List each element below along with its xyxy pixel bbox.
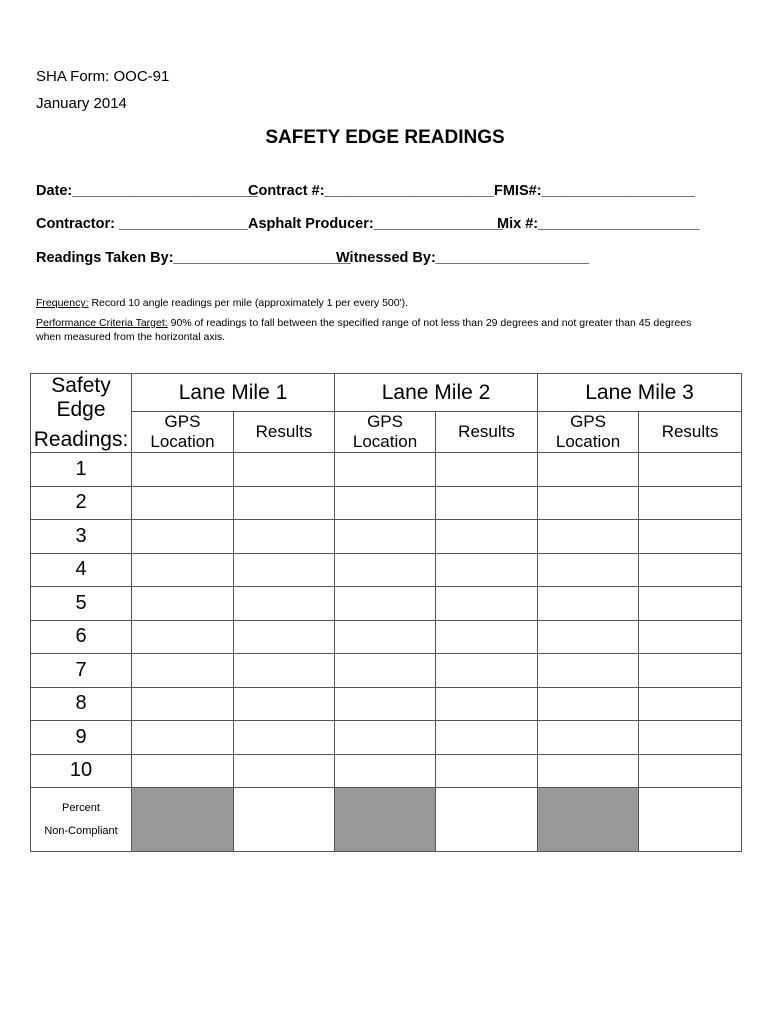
results-cell[interactable] — [436, 486, 538, 520]
gps-location-cell[interactable] — [335, 687, 436, 721]
lane-mile-3-header: Lane Mile 3 — [538, 374, 742, 412]
results-cell[interactable] — [436, 754, 538, 788]
results-cell[interactable] — [234, 754, 335, 788]
gps-location-header: GPS Location — [538, 412, 639, 453]
results-cell[interactable] — [436, 788, 538, 852]
gps-location-cell[interactable] — [132, 520, 234, 554]
results-header: Results — [639, 412, 742, 453]
form-date: January 2014 — [36, 95, 127, 112]
results-cell[interactable] — [234, 553, 335, 587]
criteria-note — [36, 316, 716, 344]
readings-table — [30, 373, 742, 852]
results-cell[interactable] — [436, 587, 538, 621]
gps-location-cell[interactable] — [132, 587, 234, 621]
table-row — [31, 453, 742, 487]
results-cell[interactable] — [639, 520, 742, 554]
lane-mile-2-header: Lane Mile 2 — [335, 374, 538, 412]
gps-location-cell[interactable] — [538, 453, 639, 487]
gps-location-cell[interactable] — [538, 721, 639, 755]
results-cell[interactable] — [639, 486, 742, 520]
row-number: 3 — [31, 520, 132, 554]
witnessed-by-field[interactable]: Witnessed By:___________________ — [336, 250, 589, 266]
table-subheader-row — [31, 412, 742, 453]
gps-location-cell[interactable] — [335, 453, 436, 487]
gps-location-cell[interactable] — [132, 620, 234, 654]
results-cell[interactable] — [234, 587, 335, 621]
results-cell[interactable] — [234, 486, 335, 520]
results-cell[interactable] — [639, 654, 742, 688]
results-cell[interactable] — [234, 453, 335, 487]
results-header: Results — [436, 412, 538, 453]
date-field[interactable]: Date:_______________________ — [36, 183, 258, 199]
gps-location-cell[interactable] — [538, 587, 639, 621]
results-cell[interactable] — [639, 453, 742, 487]
form-id: SHA Form: OOC-91 — [36, 68, 170, 85]
fmis-field[interactable]: FMIS#:___________________ — [494, 183, 695, 199]
table-header-row — [31, 374, 742, 412]
gps-location-header: GPS Location — [335, 412, 436, 453]
row-number: 10 — [31, 754, 132, 788]
percent-non-compliant-label: Percent Non-Compliant — [31, 788, 132, 852]
gps-location-cell[interactable] — [538, 520, 639, 554]
row-number: 5 — [31, 587, 132, 621]
criteria-text: 90% of readings to fall between the specified range of not less than 29 degrees and not greater than 45 degrees when measured from the horizontal axis. — [36, 317, 692, 343]
gps-location-cell[interactable] — [538, 654, 639, 688]
results-cell[interactable] — [234, 620, 335, 654]
results-cell[interactable] — [436, 721, 538, 755]
row-number: 1 — [31, 453, 132, 487]
page-title: SAFETY EDGE READINGS — [265, 127, 505, 148]
mix-field[interactable]: Mix #:____________________ — [497, 216, 700, 232]
gps-location-cell[interactable] — [132, 486, 234, 520]
gps-location-cell[interactable] — [538, 754, 639, 788]
gps-location-cell[interactable] — [132, 654, 234, 688]
frequency-label: Frequency: — [36, 297, 89, 309]
gps-location-cell[interactable] — [335, 721, 436, 755]
frequency-text: Record 10 angle readings per mile (approximately 1 per every 500'). — [88, 297, 409, 309]
gps-location-cell[interactable] — [132, 721, 234, 755]
corner-header: Safety Edge Readings: — [31, 374, 132, 453]
gps-location-cell[interactable] — [335, 587, 436, 621]
results-cell[interactable] — [436, 553, 538, 587]
results-cell[interactable] — [436, 687, 538, 721]
results-cell[interactable] — [436, 453, 538, 487]
table-row — [31, 654, 742, 688]
results-cell[interactable] — [436, 620, 538, 654]
row-number: 6 — [31, 620, 132, 654]
percent-non-compliant-row — [31, 788, 742, 852]
results-cell[interactable] — [639, 754, 742, 788]
gps-location-cell[interactable] — [335, 620, 436, 654]
frequency-note — [36, 296, 716, 310]
results-cell[interactable] — [639, 721, 742, 755]
table-row — [31, 721, 742, 755]
table-row — [31, 687, 742, 721]
results-header: Results — [234, 412, 335, 453]
gps-location-cell[interactable] — [538, 486, 639, 520]
gray-cell — [132, 788, 234, 852]
results-cell[interactable] — [234, 520, 335, 554]
gps-location-cell[interactable] — [132, 687, 234, 721]
table-row — [31, 553, 742, 587]
row-number: 4 — [31, 553, 132, 587]
results-cell[interactable] — [234, 788, 335, 852]
gps-location-cell[interactable] — [132, 453, 234, 487]
readings-taken-by-field[interactable]: Readings Taken By:______________________ — [36, 250, 351, 266]
gps-location-header: GPS Location — [132, 412, 234, 453]
table-row — [31, 754, 742, 788]
results-cell[interactable] — [639, 553, 742, 587]
row-number: 2 — [31, 486, 132, 520]
gps-location-cell[interactable] — [132, 553, 234, 587]
gps-location-cell[interactable] — [538, 553, 639, 587]
table-row — [31, 520, 742, 554]
row-number: 9 — [31, 721, 132, 755]
results-cell[interactable] — [234, 654, 335, 688]
gps-location-cell[interactable] — [335, 520, 436, 554]
gps-location-cell[interactable] — [538, 687, 639, 721]
gray-cell — [538, 788, 639, 852]
contractor-field[interactable]: Contractor: ________________ — [36, 216, 248, 232]
results-cell[interactable] — [436, 520, 538, 554]
gps-location-cell[interactable] — [132, 754, 234, 788]
gray-cell — [335, 788, 436, 852]
results-cell[interactable] — [639, 687, 742, 721]
gps-location-cell[interactable] — [335, 486, 436, 520]
criteria-label: Performance Criteria Target: — [36, 317, 168, 329]
gps-location-cell[interactable] — [538, 620, 639, 654]
gps-location-cell[interactable] — [335, 553, 436, 587]
results-cell[interactable] — [639, 587, 742, 621]
table-row — [31, 587, 742, 621]
gps-location-cell[interactable] — [335, 654, 436, 688]
gps-location-cell[interactable] — [335, 754, 436, 788]
contract-field[interactable]: Contract #:_____________________ — [248, 183, 494, 199]
row-number: 7 — [31, 654, 132, 688]
results-cell[interactable] — [436, 654, 538, 688]
results-cell[interactable] — [639, 788, 742, 852]
results-cell[interactable] — [639, 620, 742, 654]
results-cell[interactable] — [234, 721, 335, 755]
lane-mile-1-header: Lane Mile 1 — [132, 374, 335, 412]
table-row — [31, 486, 742, 520]
row-number: 8 — [31, 687, 132, 721]
results-cell[interactable] — [234, 687, 335, 721]
asphalt-producer-field[interactable]: Asphalt Producer:________________ — [248, 216, 503, 232]
table-row — [31, 620, 742, 654]
